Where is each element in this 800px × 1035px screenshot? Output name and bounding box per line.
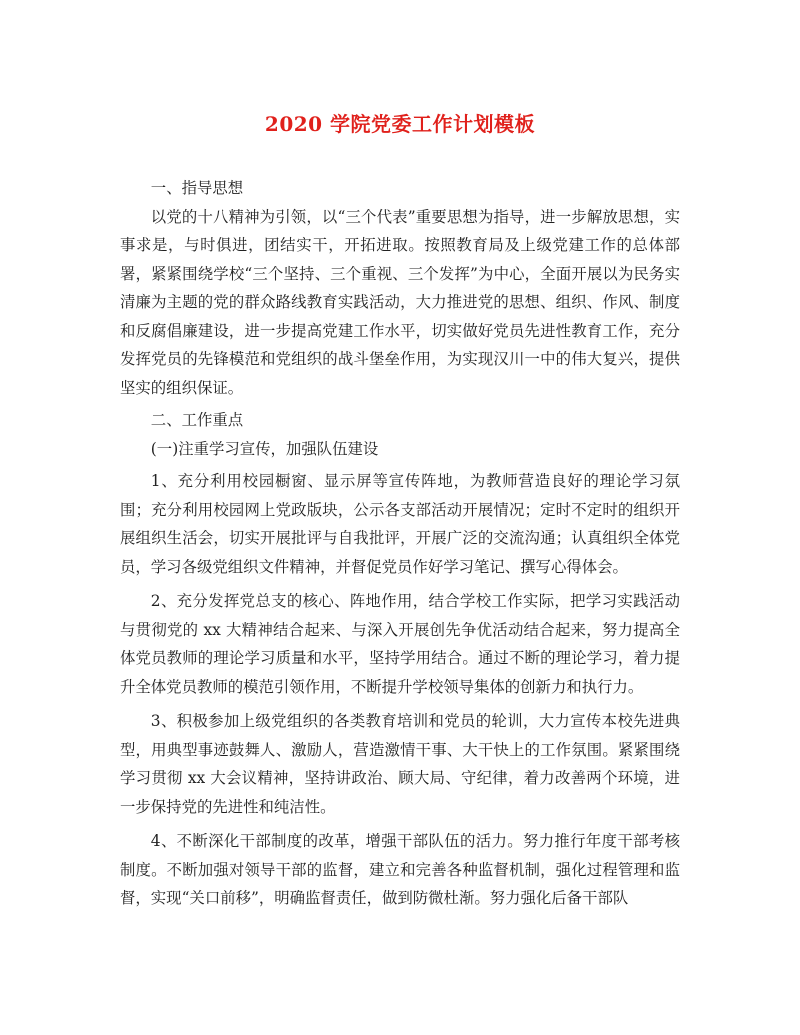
paragraph: 1、充分利用校园橱窗、显示屏等宣传阵地，为教师营造良好的理论学习氛围；充分利用校园网上党政版块，公示各支部活动开展情况；定时不定时的组织开展组织生活会，切实开展批评与自我批评，开展广泛的交流沟通；认真组织全体党员，学习各级党组织文件精神，并督促党员作好学习笔记、撰写心得体会。: [120, 472, 680, 576]
paragraph: 以党的十八精神为引领，以“三个代表”重要思想为指导，进一步解放思想，实事求是，与时俱进，团结实干，开拓进取。按照教育局及上级党建工作的总体部署，紧紧围绕学校“三个坚持、三个重视、三个发挥”为中心，全面开展以为民务实清廉为主题的党的群众路线教育实践活动，大力推进党的思想、组织、作风、制度和反腐倡廉建设，进一步提高党建工作水平，切实做好党员先进性教育工作，充分发挥党员的先锋模范和党组织的战斗堡垒作用，为实现汉川一中的伟大复兴，提供坚实的组织保证。: [120, 207, 680, 397]
section-heading: 二、工作重点: [150, 411, 244, 429]
document-body: [120, 174, 680, 913]
document-title: 2020 学院党委工作计划模板: [264, 112, 536, 136]
paragraph: 3、积极参加上级党组织的各类教育培训和党员的轮训，大力宣传本校先进典型，用典型事迹鼓舞人、激励人，营造激情干事、大干快上的工作氛围。紧紧围绕学习贯彻 xx 大会议精神，坚持讲政治、顾大局、守纪律，着力改善两个环境，进一步保持党的先进性和纯洁性。: [120, 712, 680, 816]
subsection-heading: (一)注重学习宣传，加强队伍建设: [150, 439, 379, 458]
paragraph: 4、不断深化干部制度的改革，增强干部队伍的活力。努力推行年度干部考核制度。不断加强对领导干部的监督，建立和完善各种监督机制，强化过程管理和监督，实现“关口前移”，明确监督责任，做到防微杜渐。努力强化后备干部队: [120, 832, 680, 907]
section-heading: 一、指导思想: [150, 179, 244, 197]
paragraph: 2、充分发挥党总支的核心、阵地作用，结合学校工作实际，把学习实践活动与贯彻党的 xx 大精神结合起来、与深入开展创先争优活动结合起来，努力提高全体党员教师的理论学习质量和水平，坚持学用结合。通过不断的理论学习，着力提升全体党员教师的模范引领作用，不断提升学校领导集体的创新力和执行力。: [120, 592, 680, 696]
